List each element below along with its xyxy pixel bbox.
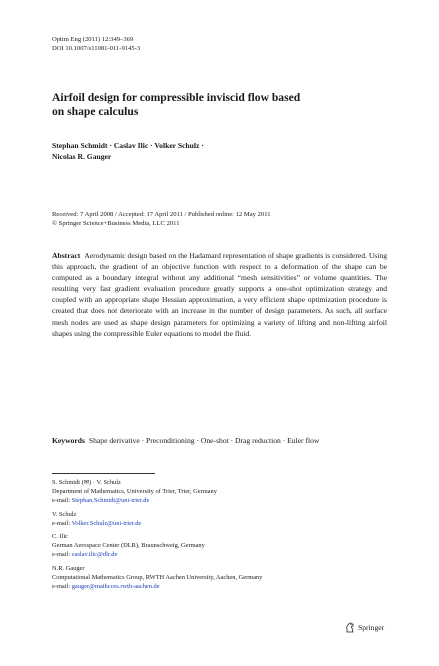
keywords xyxy=(52,435,387,446)
affiliation-institution: Department of Mathematics, University of Trier, Trier, Germany xyxy=(52,488,217,495)
abstract xyxy=(52,250,387,339)
affiliation-schulz xyxy=(52,510,392,528)
author-list xyxy=(52,140,392,162)
affiliation-names: C. Ilic xyxy=(52,533,68,540)
authors-line-1: Stephan Schmidt · Caslav Ilic · Volker Schulz · xyxy=(52,141,204,150)
affiliation-institution: German Aerospace Center (DLR), Braunschweig, Germany xyxy=(52,542,205,549)
copyright-notice: © Springer Science+Business Media, LLC 2011 xyxy=(52,220,180,227)
affiliation-schmidt-schulz xyxy=(52,478,392,505)
affiliations xyxy=(52,478,392,595)
abstract-text: Aerodynamic design based on the Hadamard representation of shape gradients is considered. Using this approach, the gradient of an objective function with respect to a deformation of the shape can be computed as a boundary integral without any additional “mesh sensitivities” or volume quantities. The resulting very fast gradient evaluation procedure greatly supports a one-shot optimization strategy and coupled with an appropriate shape Hessian approximation, a very efficient shape optimization procedure is created that does not deteriorate with an increase in the number of design parameters. As such, all surface mesh nodes are used as shape design parameters for optimizing a variety of lifting and non-lifting airfoil shapes using the compressible Euler equations to model the fluid. xyxy=(52,251,387,338)
springer-logo xyxy=(345,622,384,633)
publication-info xyxy=(52,210,392,228)
article-title xyxy=(52,91,392,119)
email-link[interactable]: Stephan.Schmidt@uni-trier.de xyxy=(71,497,150,504)
email-link[interactable]: Volker.Schulz@uni-trier.de xyxy=(71,519,142,527)
affiliation-institution: Computational Mathematics Group, RWTH Aachen University, Aachen, Germany xyxy=(52,573,263,581)
journal-meta xyxy=(52,35,140,53)
authors-line-2: Nicolas R. Gauger xyxy=(52,152,112,161)
affiliation-names: S. Schmidt (✉) · V. Schulz xyxy=(52,479,121,486)
affiliation-email-line: e-mail: Stephan.Schmidt@uni-trier.de xyxy=(52,497,150,504)
affiliation-email-line: e-mail: gauger@mathcces.rwth-aachen.de xyxy=(52,582,160,590)
affiliation-names: V. Schulz xyxy=(52,510,77,518)
doi: DOI 10.1007/s11081-011-9145-3 xyxy=(52,45,141,52)
affiliation-names: N.R. Gauger xyxy=(52,564,85,572)
abstract-heading: Abstract xyxy=(52,251,81,260)
affiliation-ilic xyxy=(52,532,392,559)
email-link[interactable]: caslav.ilic@dlr.de xyxy=(71,551,118,558)
affiliation-gauger xyxy=(52,564,392,591)
springer-knight-icon xyxy=(345,622,355,633)
footnote-rule xyxy=(52,473,155,474)
journal-citation: Optim Eng (2011) 12:349–369 xyxy=(52,36,134,43)
affiliation-email-line: e-mail: Volker.Schulz@uni-trier.de xyxy=(52,519,142,527)
affiliation-email-line: e-mail: caslav.ilic@dlr.de xyxy=(52,551,118,558)
title-line-1: Airfoil design for compressible inviscid flow based xyxy=(52,91,301,104)
springer-logo-text: Springer xyxy=(358,623,385,632)
publication-dates: Received: 7 April 2008 / Accepted: 17 April 2011 / Published online: 12 May 2011 xyxy=(52,211,271,218)
keywords-text: Shape derivative · Preconditioning · One-shot · Drag reduction · Euler flow xyxy=(88,436,320,445)
keywords-heading: Keywords xyxy=(52,436,85,445)
title-line-2: on shape calculus xyxy=(52,105,139,118)
email-link[interactable]: gauger@mathcces.rwth-aachen.de xyxy=(71,582,160,590)
